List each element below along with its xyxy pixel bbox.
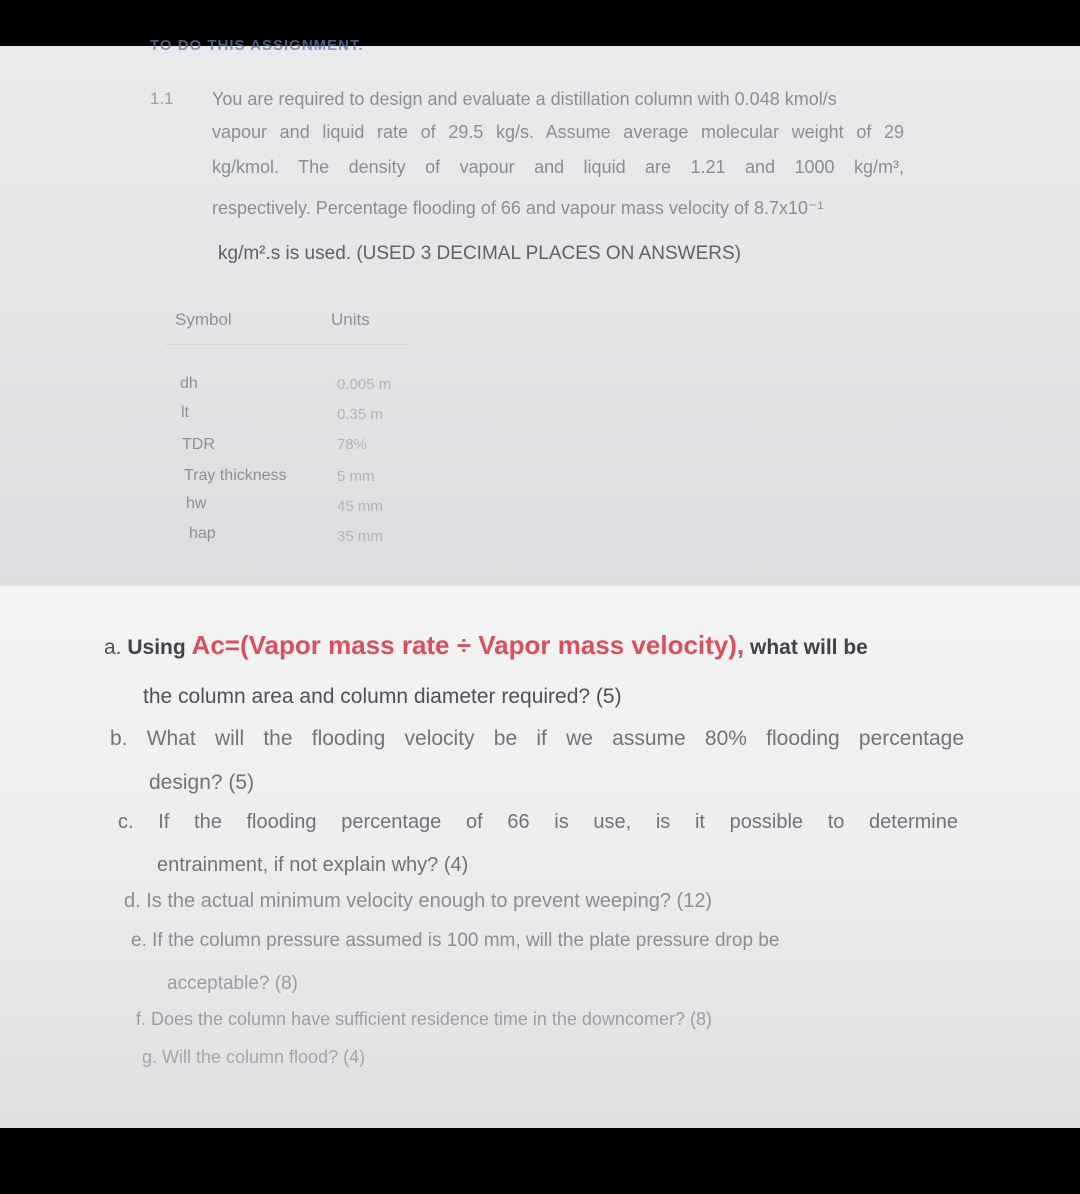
table-row-value: 78% [332, 432, 410, 458]
question-c-line-2: entrainment, if not explain why? (4) [157, 854, 469, 876]
problem-statement-photo [0, 37, 1080, 586]
cutoff-heading: TO DO THIS ASSIGNMENT. [150, 37, 364, 54]
question-d-line-1: d. Is the actual minimum velocity enough to prevent weeping? (12) [124, 890, 713, 912]
table-row-symbol: hw [186, 495, 207, 512]
paragraph-line-5: kg/m².s is used. (USED 3 DECIMAL PLACES ON ANSWERS) [218, 243, 741, 264]
table-row-symbol: TDR [182, 436, 215, 453]
paragraph-line-4: respectively. Percentage flooding of 66 and vapour mass velocity of 8.7x10⁻¹ [212, 198, 824, 218]
table-row-value: 0.005 m [332, 372, 410, 398]
table-row-symbol: hap [189, 525, 216, 542]
paragraph-line-3: kg/kmol. The density of vapour and liquid are 1.21 and 1000 kg/m³, [212, 157, 904, 177]
table-row-symbol: dh [180, 375, 198, 392]
question-a-lead: Using [127, 636, 186, 659]
table-row-value: 45 mm [332, 494, 410, 520]
table-row-symbol: Tray thickness [184, 467, 287, 484]
question-c-line-1: c. If the flooding percentage of 66 is use, is it possible to determine [118, 811, 958, 833]
question-a-line-1 [104, 630, 868, 661]
question-g-line-1: g. Will the column flood? (4) [142, 1047, 366, 1067]
question-f-line-1: f. Does the column have sufficient residence time in the downcomer? (8) [136, 1009, 712, 1029]
table-row-symbol: lt [181, 404, 189, 421]
table-header [165, 304, 410, 345]
paragraph-line-1: You are required to design and evaluate a distillation column with 0.048 kmol/s [212, 89, 837, 109]
bottom-black-border [0, 1128, 1080, 1194]
question-a-tail: what will be [749, 636, 868, 659]
header-units: Units [331, 310, 370, 329]
questions-photo [0, 586, 1080, 1128]
question-a-line-2: the column area and column diameter required? (5) [143, 685, 622, 708]
question-a-label: a. [104, 636, 122, 659]
question-b-line-2: design? (5) [149, 771, 255, 794]
header-symbol: Symbol [175, 310, 232, 329]
paragraph-line-2: vapour and liquid rate of 29.5 kg/s. Assume average molecular weight of 29 [212, 122, 904, 142]
table-row-value: 35 mm [332, 524, 410, 550]
table-row-value: 5 mm [332, 464, 410, 490]
question-e-line-1: e. If the column pressure assumed is 100 mm, will the plate pressure drop be [131, 930, 780, 951]
question-e-line-2: acceptable? (8) [167, 973, 298, 994]
table-row-value: 0.35 m [332, 402, 410, 428]
question-number: 1.1 [150, 89, 174, 108]
question-b-line-1: b. What will the flooding velocity be if we assume 80% flooding percentage [110, 727, 964, 750]
question-a-formula: Ac=(Vapor mass rate ÷ Vapor mass velocity), [191, 630, 745, 660]
